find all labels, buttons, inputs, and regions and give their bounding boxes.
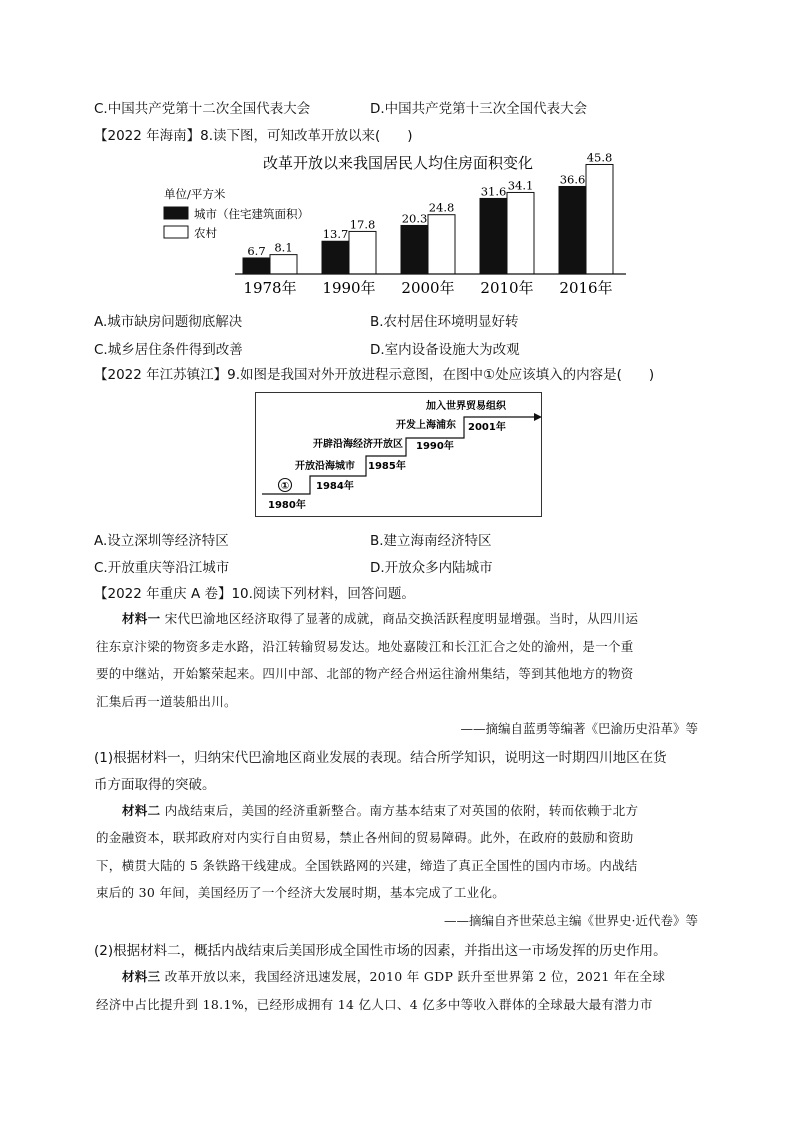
year-1980: 1980年 [268, 500, 306, 511]
q8-option-a: A.城市缺房问题彻底解决 [94, 314, 243, 330]
material-3-line-2: 经济中占比提升到 18.1%，已经形成拥有 14 亿人口、4 亿多中等收入群体的全球最大最有潜力市 [96, 997, 653, 1012]
bar-urban-1978年 [243, 258, 270, 274]
q10-sub1-line-1: (1)根据材料一，归纳宋代巴渝地区商业发展的表现。结合所学知识，说明这一时期四川地区在货 [94, 750, 667, 766]
chart-legend [164, 207, 309, 240]
year-2001: 2001年 [468, 422, 506, 433]
material-3-label: 材料三 [122, 969, 161, 984]
step-label-coastal-cities: 开放沿海城市 [295, 461, 355, 472]
q8-stem: 【2022 年海南】8.读下图，可知改革开放以来( ) [94, 128, 413, 144]
material-2-source: ——摘编自齐世荣总主编《世界史·近代卷》等 [444, 913, 698, 928]
bar-urban-2016年 [559, 186, 586, 274]
q10-sub1-line-2: 币方面取得的突破。 [94, 777, 216, 793]
blank-number: ① [280, 481, 290, 492]
bar-rural-1990年 [349, 231, 376, 274]
x-tick-label: 1978年 [243, 279, 297, 297]
q9-option-d: D.开放众多内陆城市 [370, 560, 493, 576]
arrow-head [534, 413, 542, 421]
chart-title: 改革开放以来我国居民人均住房面积变化 [262, 154, 534, 172]
q10-stem: 【2022 年重庆 A 卷】10.阅读下列材料，回答问题。 [94, 586, 415, 602]
material-2-line-2: 的金融资本，联邦政府对内实行自由贸易，禁止各州间的贸易障碍。此外，在政府的鼓励和资助 [96, 830, 634, 845]
legend-swatch-urban [164, 207, 188, 219]
material-1-line-3: 要的中继站，开始繁荣起来。四川中部、北部的物产经合州运往渝州集结，等到其他地方的物资 [96, 666, 634, 681]
x-tick-label: 2016年 [559, 279, 613, 297]
material-1-line-4: 汇集后再一道装船出川。 [96, 694, 237, 709]
material-1-line-2: 往东京汴梁的物资多走水路，沿江转输贸易发达。地处嘉陵江和长江汇合之处的渝州，是一个重 [96, 639, 634, 654]
bar-rural-2016年 [586, 164, 613, 274]
bar-rural-2010年 [507, 192, 534, 274]
q9-stem: 【2022 年江苏镇江】9.如图是我国对外开放进程示意图，在图中①处应该填入的内容是( ) [94, 367, 655, 383]
data-label-rural-2016年: 45.8 [586, 150, 613, 165]
x-tick-label: 2010年 [480, 279, 534, 297]
step-label-pudong: 开发上海浦东 [396, 420, 456, 431]
material-1-label: 材料一 [122, 611, 161, 626]
q8-option-d: D.室内设备设施大为改观 [370, 342, 520, 358]
chart-unit-label: 单位/平方米 [164, 187, 226, 201]
q9-option-c: C.开放重庆等沿江城市 [94, 560, 230, 576]
material-3-line-1: 材料三 改革开放以来，我国经济迅速发展，2010 年 GDP 跃升至世界第 2 位，2021 年在全球 [122, 969, 666, 984]
year-1990: 1990年 [416, 441, 454, 452]
data-label-rural-1990年: 17.8 [349, 217, 376, 232]
data-label-rural-1978年: 8.1 [274, 240, 293, 255]
legend-label-rural: 农村 [194, 226, 217, 240]
data-label-urban-2010年: 31.6 [480, 184, 507, 199]
q10-sub2: (2)根据材料二，概括内战结束后美国形成全国性市场的因素，并指出这一市场发挥的历史作用。 [94, 943, 667, 959]
q7-option-d: D.中国共产党第十三次全国代表大会 [370, 101, 588, 117]
data-label-urban-2000年: 20.3 [401, 211, 428, 226]
material-1-source: ——摘编自蓝勇等编著《巴渝历史沿革》等 [460, 721, 698, 736]
data-label-urban-1990年: 13.7 [322, 227, 349, 242]
bar-urban-2010年 [480, 198, 507, 274]
x-tick-label: 1990年 [322, 279, 376, 297]
material-2-label: 材料二 [122, 803, 161, 818]
data-label-rural-2010年: 34.1 [507, 178, 534, 193]
step-label-wto: 加入世界贸易组织 [426, 401, 506, 412]
opening-up-process-diagram [255, 392, 542, 517]
year-1984: 1984年 [316, 481, 354, 492]
material-2-line-4: 束后的 30 年间，美国经历了一个经济大发展时期，基本完成了工业化。 [96, 885, 506, 900]
q9-option-b: B.建立海南经济特区 [370, 533, 492, 549]
material-2-line-1: 材料二 内战结束后，美国的经济重新整合。南方基本结束了对英国的依附，转而依赖于北方 [122, 803, 639, 818]
bar-urban-1990年 [322, 241, 349, 274]
data-label-urban-1978年: 6.7 [247, 243, 266, 258]
material-2-line-3: 下，横贯大陆的 5 条铁路干线建成。全国铁路网的兴建，缔造了真正全国性的国内市场。内战结 [96, 858, 638, 873]
data-label-urban-2016年: 36.6 [559, 172, 586, 187]
data-label-rural-2000年: 24.8 [428, 200, 455, 215]
step-label-economic-zones: 开辟沿海经济开放区 [313, 439, 403, 450]
housing-area-chart [160, 150, 630, 300]
q9-option-a: A.设立深圳等经济特区 [94, 533, 229, 549]
legend-swatch-rural [164, 226, 188, 238]
q8-option-b: B.农村居住环境明显好转 [370, 314, 519, 330]
bar-urban-2000年 [401, 225, 428, 274]
q7-option-c: C.中国共产党第十二次全国代表大会 [94, 101, 311, 117]
bar-rural-2000年 [428, 215, 455, 274]
legend-label-urban: 城市（住宅建筑面积） [194, 207, 309, 221]
year-1985: 1985年 [368, 461, 406, 472]
q8-option-c: C.城乡居住条件得到改善 [94, 342, 243, 358]
bar-rural-1978年 [270, 255, 297, 274]
material-1-line-1: 材料一 宋代巴渝地区经济取得了显著的成就，商品交换活跃程度明显增强。当时，从四川运 [122, 611, 639, 626]
x-tick-label: 2000年 [401, 279, 455, 297]
